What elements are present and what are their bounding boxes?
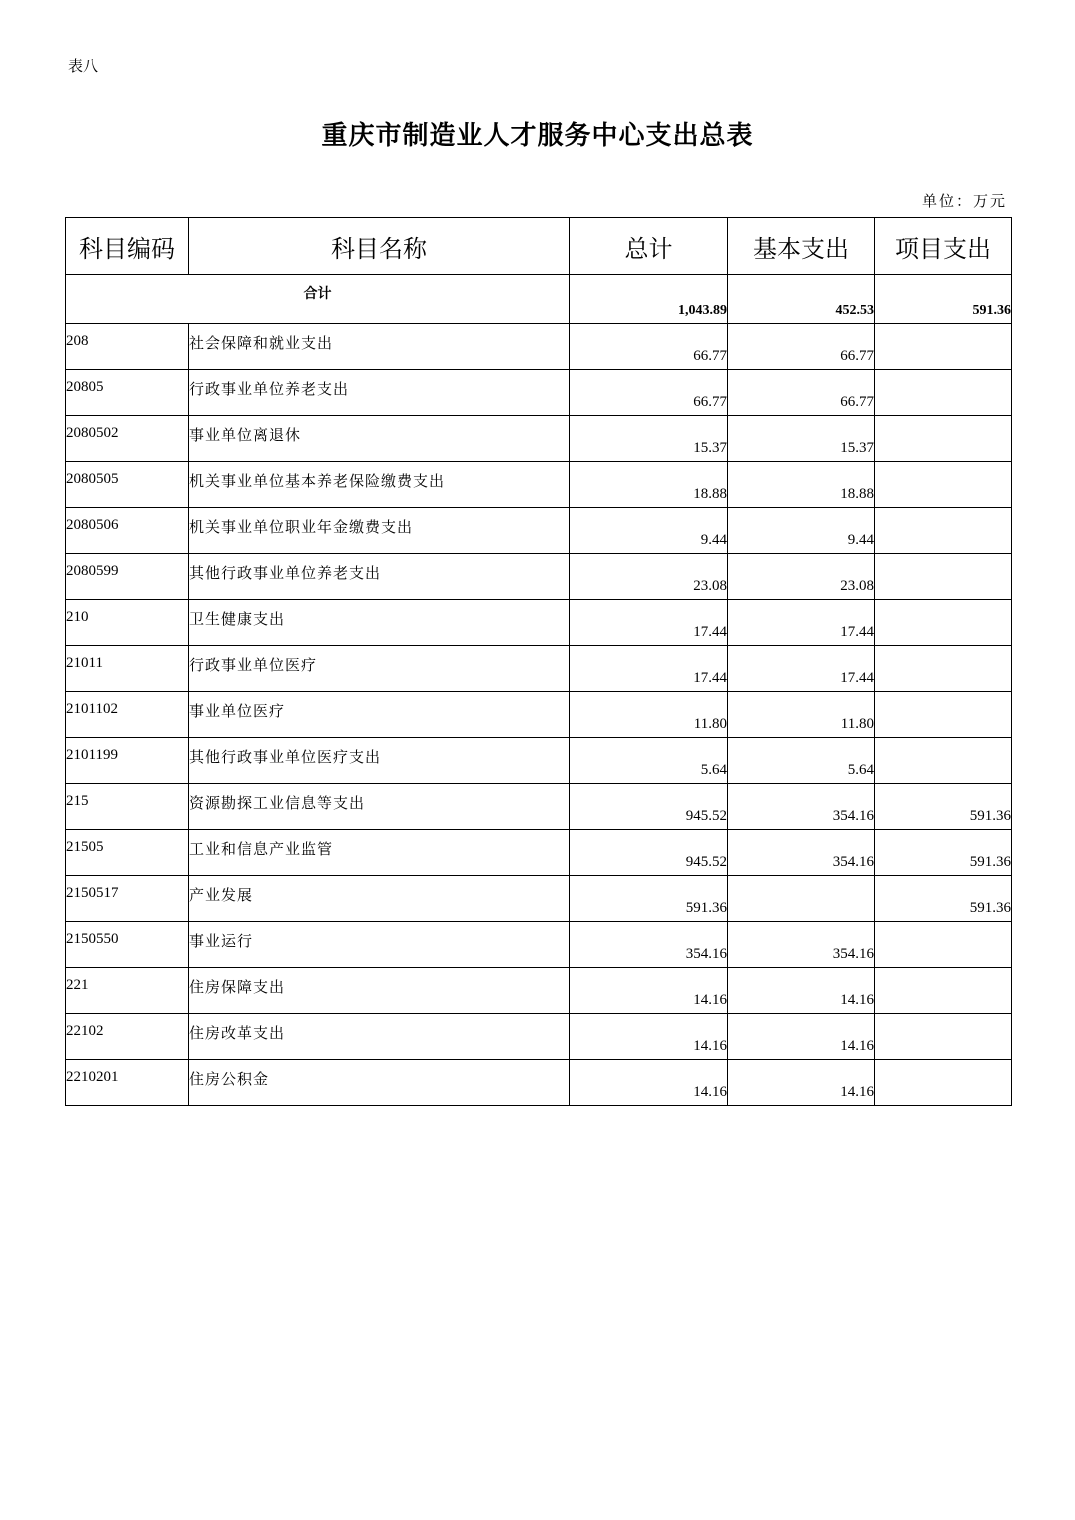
total-cell: 591.36: [570, 876, 728, 922]
total-basic-cell: 452.53: [728, 275, 875, 324]
basic-cell: 17.44: [728, 646, 875, 692]
name-cell: 住房保障支出: [189, 968, 570, 1014]
name-cell: 行政事业单位养老支出: [189, 370, 570, 416]
name-cell: 社会保障和就业支出: [189, 324, 570, 370]
project-cell: [875, 324, 1012, 370]
name-cell: 事业运行: [189, 922, 570, 968]
table-row: [66, 370, 1012, 416]
table-row: [66, 968, 1012, 1014]
total-cell: 17.44: [570, 600, 728, 646]
total-cell: 66.77: [570, 324, 728, 370]
name-cell: 行政事业单位医疗: [189, 646, 570, 692]
project-cell: [875, 508, 1012, 554]
code-cell: 208: [66, 324, 189, 370]
project-cell: 591.36: [875, 784, 1012, 830]
total-cell: 17.44: [570, 646, 728, 692]
total-label: 合计: [66, 275, 570, 324]
total-cell: 945.52: [570, 830, 728, 876]
table-row: [66, 646, 1012, 692]
basic-cell: 14.16: [728, 1060, 875, 1106]
project-cell: [875, 416, 1012, 462]
column-header-code: 科目编码: [66, 218, 189, 275]
project-cell: [875, 600, 1012, 646]
table-row: [66, 508, 1012, 554]
name-cell: 机关事业单位职业年金缴费支出: [189, 508, 570, 554]
name-cell: 卫生健康支出: [189, 600, 570, 646]
column-header-project: 项目支出: [875, 218, 1012, 275]
project-cell: [875, 922, 1012, 968]
total-cell: 9.44: [570, 508, 728, 554]
project-cell: 591.36: [875, 830, 1012, 876]
name-cell: 其他行政事业单位养老支出: [189, 554, 570, 600]
table-row: [66, 830, 1012, 876]
total-cell: 354.16: [570, 922, 728, 968]
project-cell: [875, 370, 1012, 416]
table-row: [66, 600, 1012, 646]
code-cell: 2210201: [66, 1060, 189, 1106]
name-cell: 其他行政事业单位医疗支出: [189, 738, 570, 784]
basic-cell: 66.77: [728, 324, 875, 370]
project-cell: [875, 554, 1012, 600]
name-cell: 事业单位离退休: [189, 416, 570, 462]
total-cell: 23.08: [570, 554, 728, 600]
total-project-cell: 591.36: [875, 275, 1012, 324]
project-cell: [875, 738, 1012, 784]
total-cell: 66.77: [570, 370, 728, 416]
code-cell: 20805: [66, 370, 189, 416]
project-cell: [875, 1014, 1012, 1060]
table-row: [66, 554, 1012, 600]
code-cell: 221: [66, 968, 189, 1014]
column-header-basic: 基本支出: [728, 218, 875, 275]
basic-cell: 11.80: [728, 692, 875, 738]
basic-cell: 354.16: [728, 922, 875, 968]
name-cell: 事业单位医疗: [189, 692, 570, 738]
table-row: [66, 692, 1012, 738]
basic-cell: 23.08: [728, 554, 875, 600]
project-cell: [875, 692, 1012, 738]
total-row: [66, 275, 1012, 324]
project-cell: 591.36: [875, 876, 1012, 922]
table-row: [66, 416, 1012, 462]
project-cell: [875, 1060, 1012, 1106]
basic-cell: 14.16: [728, 968, 875, 1014]
table-row: [66, 922, 1012, 968]
name-cell: 资源勘探工业信息等支出: [189, 784, 570, 830]
basic-cell: 14.16: [728, 1014, 875, 1060]
code-cell: 21011: [66, 646, 189, 692]
total-cell: 11.80: [570, 692, 728, 738]
code-cell: 2150517: [66, 876, 189, 922]
basic-cell: 17.44: [728, 600, 875, 646]
code-cell: 22102: [66, 1014, 189, 1060]
code-cell: 210: [66, 600, 189, 646]
name-cell: 机关事业单位基本养老保险缴费支出: [189, 462, 570, 508]
code-cell: 2080502: [66, 416, 189, 462]
table-number-label: 表八: [68, 57, 99, 75]
table-row: [66, 324, 1012, 370]
basic-cell: 354.16: [728, 830, 875, 876]
total-cell: 14.16: [570, 968, 728, 1014]
code-cell: 2080506: [66, 508, 189, 554]
code-cell: 215: [66, 784, 189, 830]
table-header-row: [66, 218, 1012, 275]
unit-label: 单位：万元: [921, 192, 1007, 210]
column-header-total: 总计: [570, 218, 728, 275]
name-cell: 工业和信息产业监管: [189, 830, 570, 876]
total-cell: 945.52: [570, 784, 728, 830]
basic-cell: 66.77: [728, 370, 875, 416]
code-cell: 21505: [66, 830, 189, 876]
total-cell: 5.64: [570, 738, 728, 784]
expense-table: [65, 217, 1012, 1106]
table-row: [66, 1060, 1012, 1106]
basic-cell: 15.37: [728, 416, 875, 462]
total-cell: 15.37: [570, 416, 728, 462]
page-title: 重庆市制造业人才服务中心支出总表: [321, 121, 754, 151]
code-cell: 2080505: [66, 462, 189, 508]
table-body: [66, 275, 1012, 1106]
table-row: [66, 462, 1012, 508]
code-cell: 2101199: [66, 738, 189, 784]
basic-cell: [728, 876, 875, 922]
table-row: [66, 876, 1012, 922]
name-cell: 住房改革支出: [189, 1014, 570, 1060]
name-cell: 产业发展: [189, 876, 570, 922]
project-cell: [875, 646, 1012, 692]
total-cell: 18.88: [570, 462, 728, 508]
code-cell: 2150550: [66, 922, 189, 968]
basic-cell: 354.16: [728, 784, 875, 830]
project-cell: [875, 462, 1012, 508]
basic-cell: 18.88: [728, 462, 875, 508]
code-cell: 2080599: [66, 554, 189, 600]
table-row: [66, 784, 1012, 830]
basic-cell: 5.64: [728, 738, 875, 784]
total-total-cell: 1,043.89: [570, 275, 728, 324]
basic-cell: 9.44: [728, 508, 875, 554]
table-row: [66, 738, 1012, 784]
total-cell: 14.16: [570, 1014, 728, 1060]
total-cell: 14.16: [570, 1060, 728, 1106]
project-cell: [875, 968, 1012, 1014]
name-cell: 住房公积金: [189, 1060, 570, 1106]
column-header-name: 科目名称: [189, 218, 570, 275]
table-row: [66, 1014, 1012, 1060]
code-cell: 2101102: [66, 692, 189, 738]
